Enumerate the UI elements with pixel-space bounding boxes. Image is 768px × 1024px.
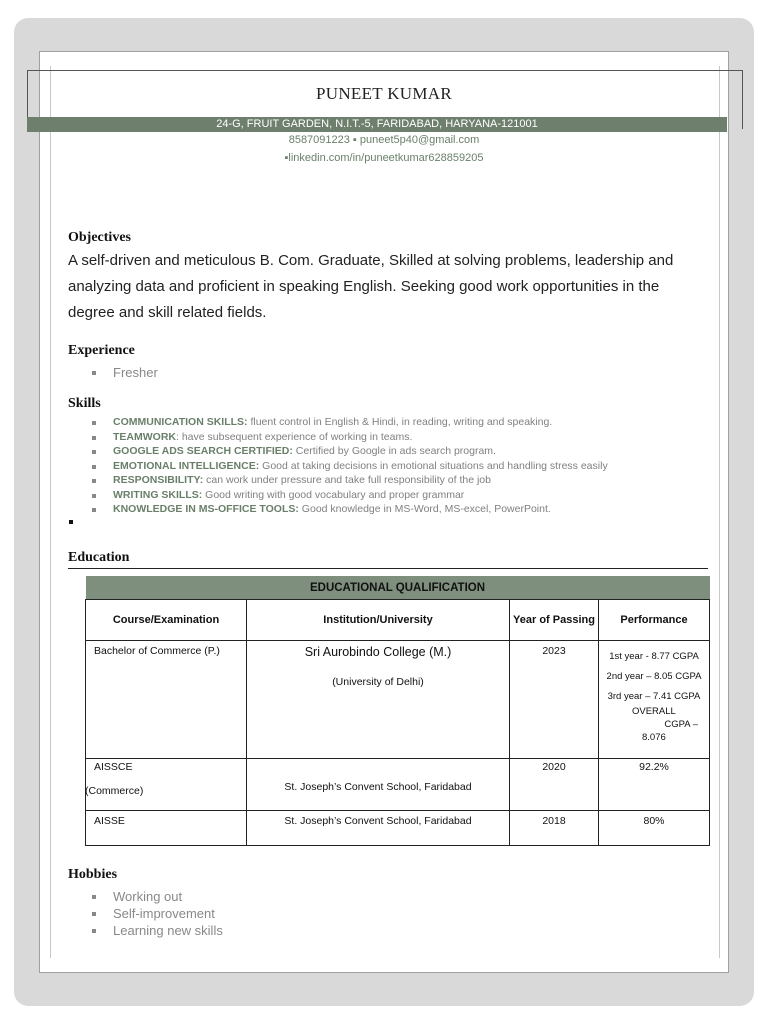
institution-name: Sri Aurobindo College (M.) — [304, 645, 452, 659]
table-row — [86, 811, 710, 846]
education-divider — [68, 568, 708, 569]
performance-cell: 92.2% — [599, 759, 710, 811]
list-item — [92, 488, 608, 503]
skill-text: : have subsequent experience of working in teams. — [176, 430, 413, 443]
candidate-name: PUNEET KUMAR — [316, 84, 452, 103]
performance-cell: 80% — [599, 811, 710, 846]
hobbies-heading: Hobbies — [68, 867, 118, 882]
education-heading: Education — [68, 550, 130, 565]
performance-line: 3rd year – 7.41 CGPA — [607, 691, 701, 702]
skills-list — [92, 415, 608, 517]
table-row — [86, 641, 710, 759]
skill-label: TEAMWORK — [113, 430, 176, 443]
performance-cell — [599, 641, 710, 759]
course-cell — [86, 759, 247, 811]
hobbies-list — [92, 888, 223, 939]
list-item: Fresher — [92, 364, 158, 381]
institution-sub: (University of Delhi) — [332, 676, 424, 688]
column-header: Year of Passing — [510, 600, 599, 641]
year-cell: 2023 — [510, 641, 599, 759]
skills-heading: Skills — [68, 396, 101, 411]
column-header: Course/Examination — [86, 600, 247, 641]
course-sub: (Commerce) — [85, 785, 144, 797]
list-item: Learning new skills — [92, 922, 223, 939]
linkedin-line: ▪linkedin.com/in/puneetkumar628859205 — [284, 152, 484, 164]
experience-list — [92, 364, 158, 381]
skill-text: Good writing with good vocabulary and proper grammar — [202, 488, 465, 501]
performance-line: 2nd year – 8.05 CGPA — [606, 671, 702, 682]
skill-label: COMMUNICATION SKILLS: — [113, 416, 248, 428]
institution-cell: St. Joseph’s Convent School, Faridabad — [247, 759, 510, 811]
course-cell: Bachelor of Commerce (P.) — [86, 641, 247, 759]
overall-performance — [600, 705, 708, 744]
skill-label: RESPONSIBILITY: — [113, 474, 204, 486]
objectives-text: A self-driven and meticulous B. Com. Graduate, Skilled at solving problems, leadership and analyzing data and proficient in speaking English. Seeking good work opportunities in the degree and skill related fields. — [68, 252, 674, 321]
list-item: Self-improvement — [92, 905, 223, 922]
course-cell: AISSE — [86, 811, 247, 846]
overall-unit: CGPA – — [664, 719, 698, 730]
table-title: EDUCATIONAL QUALIFICATION — [86, 576, 710, 600]
year-cell: 2020 — [510, 759, 599, 811]
overall-value: 8.076 — [642, 732, 666, 743]
skill-text: can work under pressure and take full responsibility of the job — [203, 474, 491, 486]
contact-line: 8587091223 ▪ puneet5p40@gmail.com — [288, 134, 480, 146]
list-item — [92, 473, 608, 488]
skill-text: Good at taking decisions in emotional situations and handling stress easily — [259, 459, 608, 472]
year-cell: 2018 — [510, 811, 599, 846]
column-header: Performance — [599, 600, 710, 641]
institution-cell: St. Joseph’s Convent School, Faridabad — [247, 811, 510, 846]
performance-line: 1st year - 8.77 CGPA — [609, 651, 699, 662]
overall-label: OVERALL — [632, 706, 676, 717]
course-name: AISSCE — [94, 761, 133, 773]
objectives-heading: Objectives — [68, 230, 131, 245]
skill-label: KNOWLEDGE IN MS-OFFICE TOOLS: — [113, 503, 299, 515]
skill-label: WRITING SKILLS: — [113, 488, 203, 501]
skill-label: GOOGLE ADS SEARCH CERTIFIED: — [113, 445, 293, 457]
experience-heading: Experience — [68, 343, 135, 358]
education-table — [85, 576, 710, 846]
address-bar: 24-G, FRUIT GARDEN, N.I.T.-5, FARIDABAD, HARYANA-121001 — [27, 117, 727, 132]
bullet-mark — [69, 520, 73, 524]
skill-label: EMOTIONAL INTELLIGENCE: — [113, 459, 260, 472]
table-row — [86, 759, 710, 811]
institution-cell — [247, 641, 510, 759]
list-item — [92, 444, 608, 459]
list-item — [92, 459, 608, 474]
list-item: Working out — [92, 888, 223, 905]
column-header: Institution/University — [247, 600, 510, 641]
list-item — [92, 502, 608, 517]
skill-text: Certified by Google in ads search program. — [292, 445, 496, 457]
skill-text: fluent control in English & Hindi, in reading, writing and speaking. — [247, 416, 553, 428]
list-item — [92, 415, 608, 430]
list-item — [92, 430, 608, 445]
skill-text: Good knowledge in MS-Word, MS-excel, PowerPoint. — [298, 503, 551, 515]
